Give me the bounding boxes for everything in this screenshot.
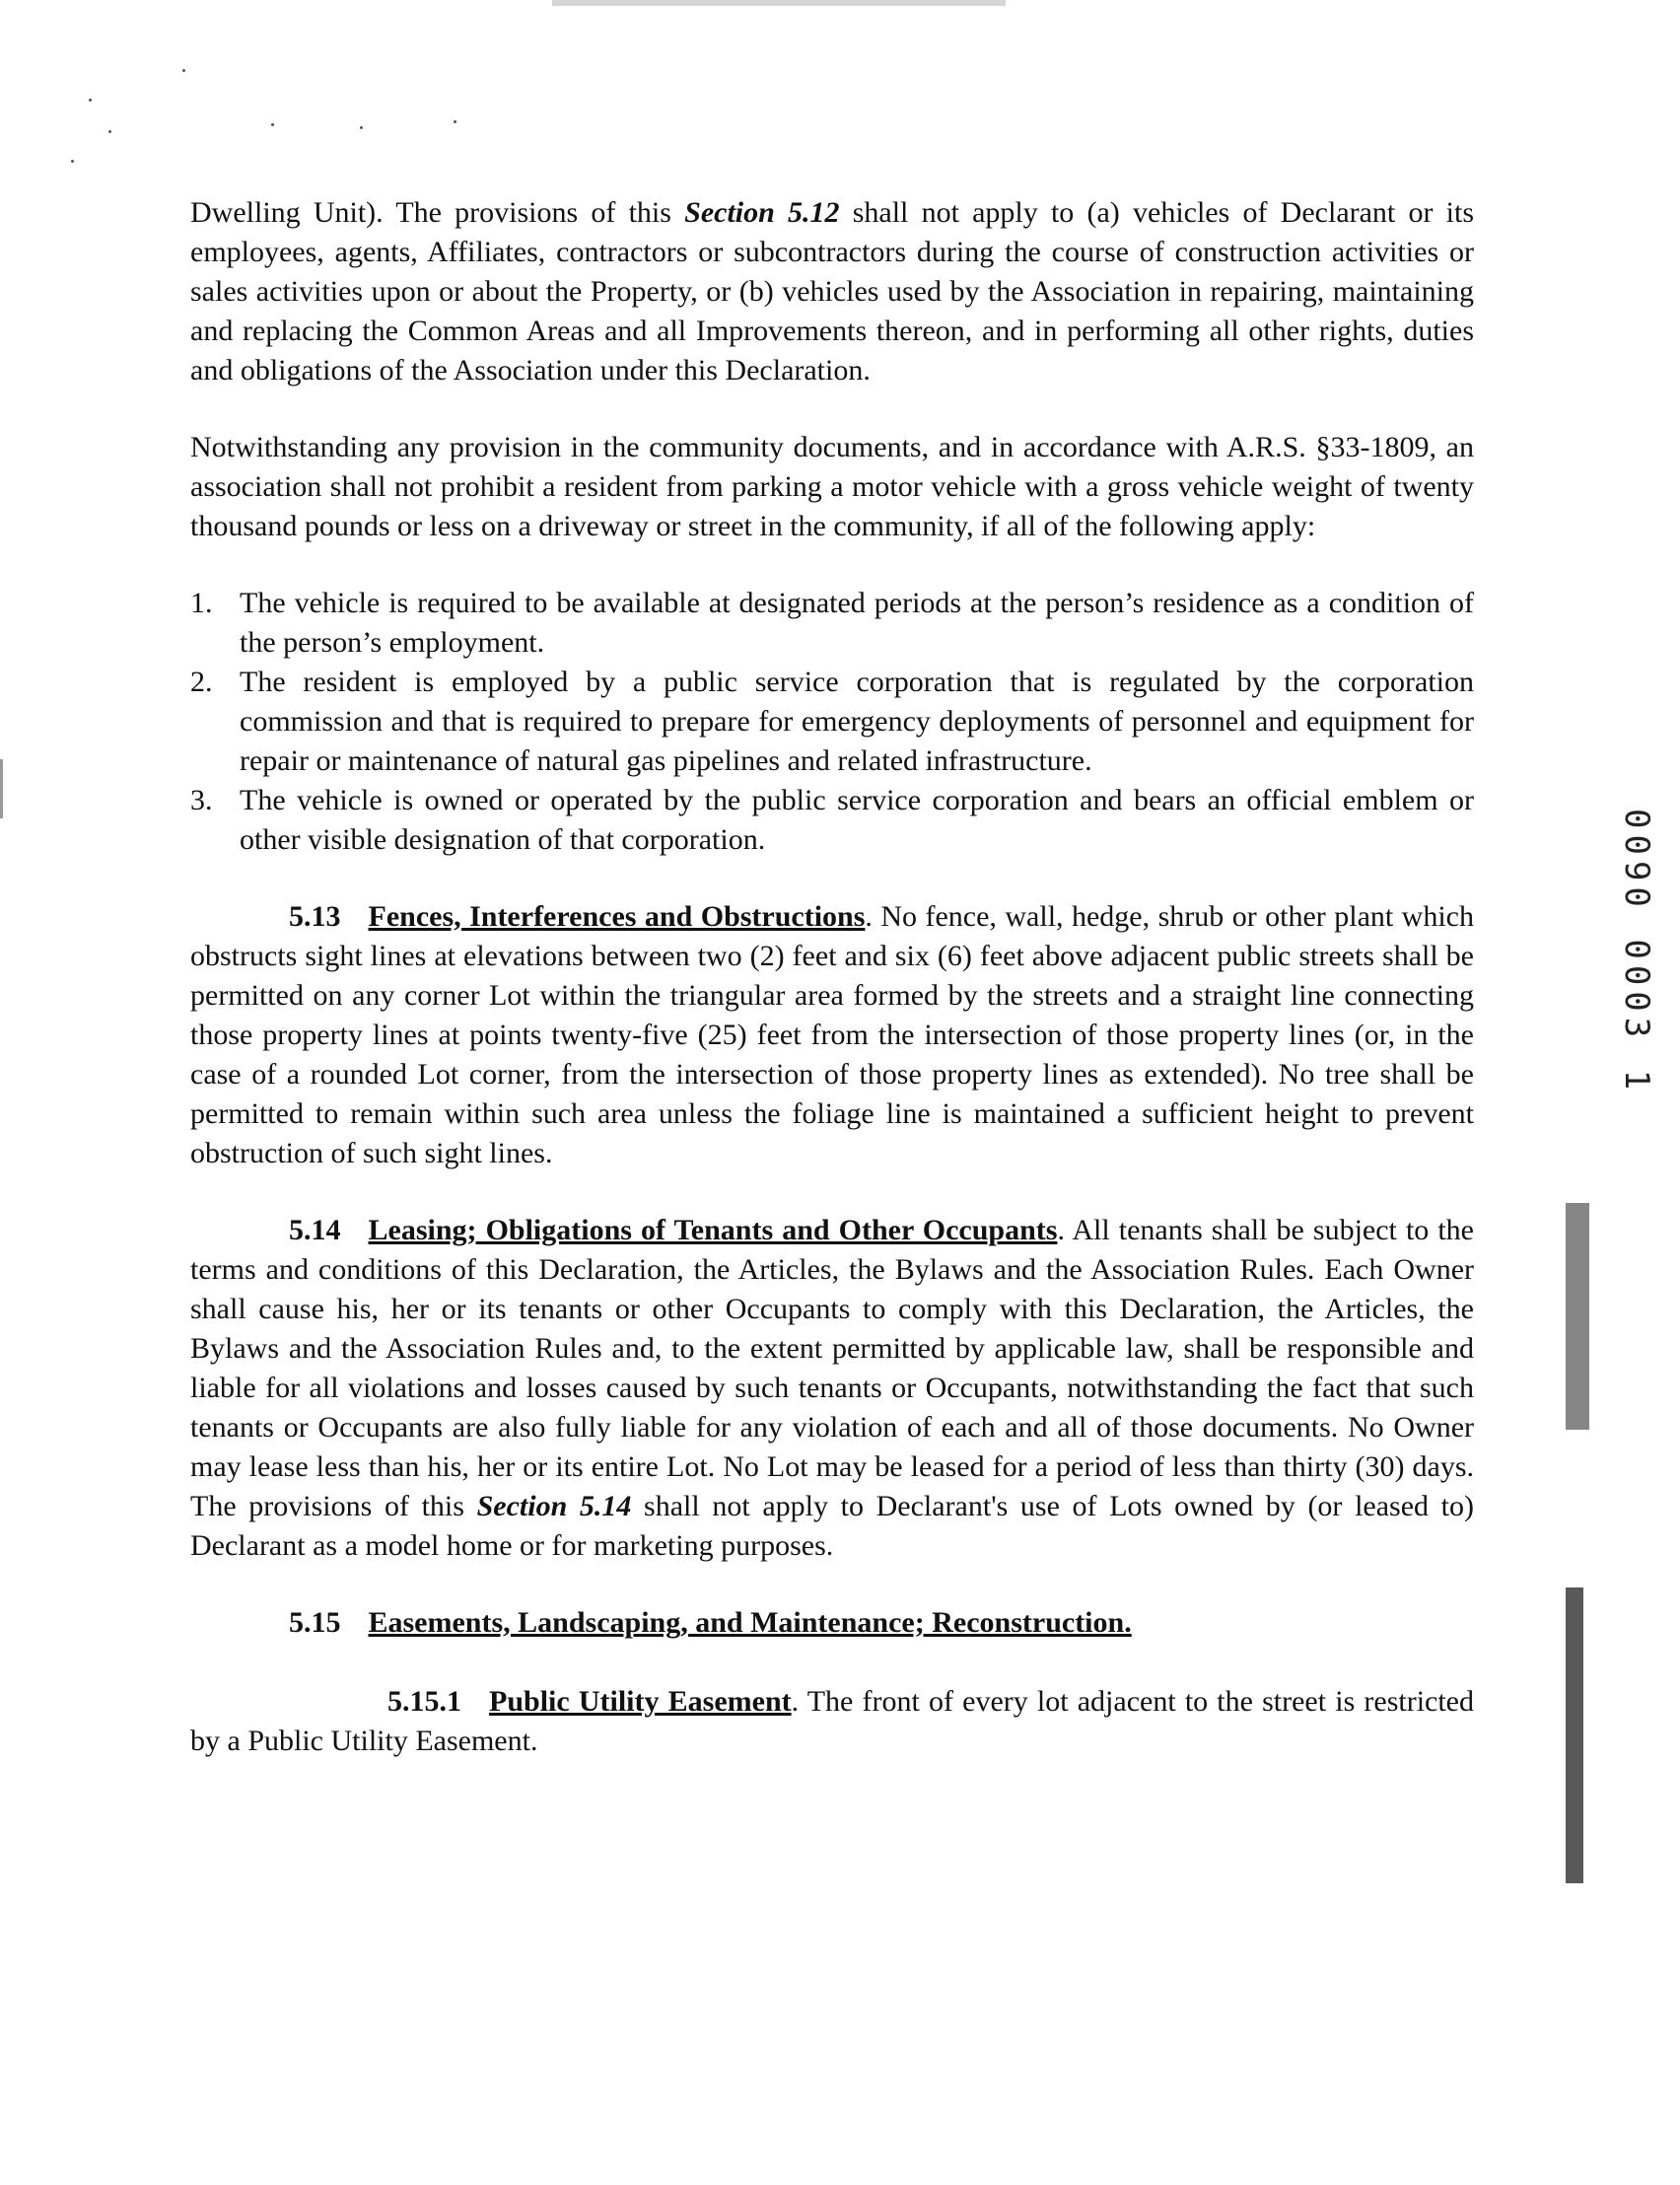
section-title: Leasing; Obligations of Tenants and Other Occupants: [368, 1214, 1058, 1246]
scan-speck: [71, 160, 74, 163]
section-body-1: . All tenants shall be subject to the terms and conditions of this Declaration, the Articles, the Bylaws and the Association Rules. Each Owner shall cause his, her or its tenants or other Occupants to comply with this Declaration, the Articles, the Bylaws and the Association Rules and, to the extent permitted by applicable law, shall be responsible and liable for all violations and losses caused by such tenants or Occupants, notwithstanding the fact that such tenants or Occupants are also fully liable for any violation of each and all of those documents. No Owner may lease less than his, her or its entire Lot. No Lot may be leased for a period of less than thirty (30) days. The provisions of this: [190, 1214, 1474, 1522]
section-body: . No fence, wall, hedge, shrub or other plant which obstructs sight lines at elevations between two (2) feet and six (6) feet above adjacent public streets shall be permitted on any corner Lot within the triangular area formed by the streets and a straight line connecting those property lines at points twenty-five (25) feet from the intersection of those property lines (or, in the case of a rounded Lot corner, from the intersection of those property lines as extended). No tree shall be permitted to remain within such area unless the foliage line is maintained a sufficient height to prevent obstruction of such sight lines.: [190, 900, 1474, 1169]
scan-smudge: [552, 0, 1006, 6]
section-number: 5.15: [289, 1606, 341, 1639]
list-number: 1.: [190, 587, 213, 619]
margin-stamp-number: 0090 0003 1: [1617, 809, 1656, 1096]
margin-stamp-smear: [1566, 1587, 1583, 1883]
intro-text-1: Dwelling Unit). The provisions of this: [190, 196, 685, 229]
intro-text-2: shall not apply to (a) vehicles of Declarant or its employees, agents, Affiliates, contractors or subcontractors during the course of construction activities or sales activities upon or about the Property, or (b) vehicles used by the Association in repairing, maintaining and replacing the Common Areas and all Improvements thereon, and in performing all other rights, duties and obligations of the Association under this Declaration.: [190, 196, 1475, 387]
list-number: 3.: [190, 784, 213, 816]
section-5-13: [190, 897, 1474, 1173]
section-body-2: shall not apply to Declarant's use of Lots owned by (or leased to) Declarant as a model home or for marketing purposes.: [190, 1490, 1474, 1562]
section-reference: Section 5.12: [684, 196, 840, 229]
subsection-title: Public Utility Easement: [489, 1685, 792, 1718]
section-reference: Section 5.14: [476, 1490, 632, 1522]
list-item: [190, 781, 1474, 860]
subsection-body: . The front of every lot adjacent to the street is restricted by a Public Utility Easement.: [190, 1685, 1474, 1757]
section-number: 5.13: [289, 900, 341, 933]
section-5-14: [190, 1211, 1474, 1566]
subsection-number: 5.15.1: [387, 1685, 461, 1718]
list-text: The vehicle is required to be available at designated periods at the person’s residence as a condition of the person’s employment.: [240, 587, 1474, 659]
section-title: Fences, Interferences and Obstructions: [368, 900, 866, 933]
list-text: The vehicle is owned or operated by the public service corporation and bears an official emblem or other visible designation of that corporation.: [240, 784, 1474, 856]
scan-speck: [360, 126, 363, 129]
document-body: [190, 193, 1474, 1761]
scan-speck: [89, 99, 92, 102]
intro-paragraph: [190, 193, 1474, 390]
section-5-15-1: [190, 1682, 1474, 1761]
section-number: 5.14: [289, 1214, 341, 1246]
scan-speck: [108, 130, 111, 133]
requirements-list: [190, 584, 1474, 860]
list-text: The resident is employed by a public service corporation that is regulated by the corporation commission and that is required to prepare for emergency deployments of personnel and equipment for repair or maintenance of natural gas pipelines and related infrastructure.: [240, 666, 1474, 777]
scan-edge-mark: [0, 759, 3, 818]
scan-speck: [454, 120, 456, 123]
list-item: [190, 663, 1474, 781]
list-item: [190, 584, 1474, 663]
margin-stamp-smear: [1566, 1203, 1589, 1430]
section-title: Easements, Landscaping, and Maintenance; Reconstruction.: [368, 1606, 1132, 1639]
scan-speck: [182, 69, 185, 72]
scan-speck: [271, 123, 274, 126]
section-5-15: [289, 1603, 1474, 1643]
list-number: 2.: [190, 666, 213, 698]
notwithstanding-paragraph: Notwithstanding any provision in the community documents, and in accordance with A.R.S. §33-1809, an association shall not prohibit a resident from parking a motor vehicle with a gross vehicle weight of twenty thousand pounds or less on a driveway or street in the community, if all of the following apply:: [190, 431, 1474, 542]
